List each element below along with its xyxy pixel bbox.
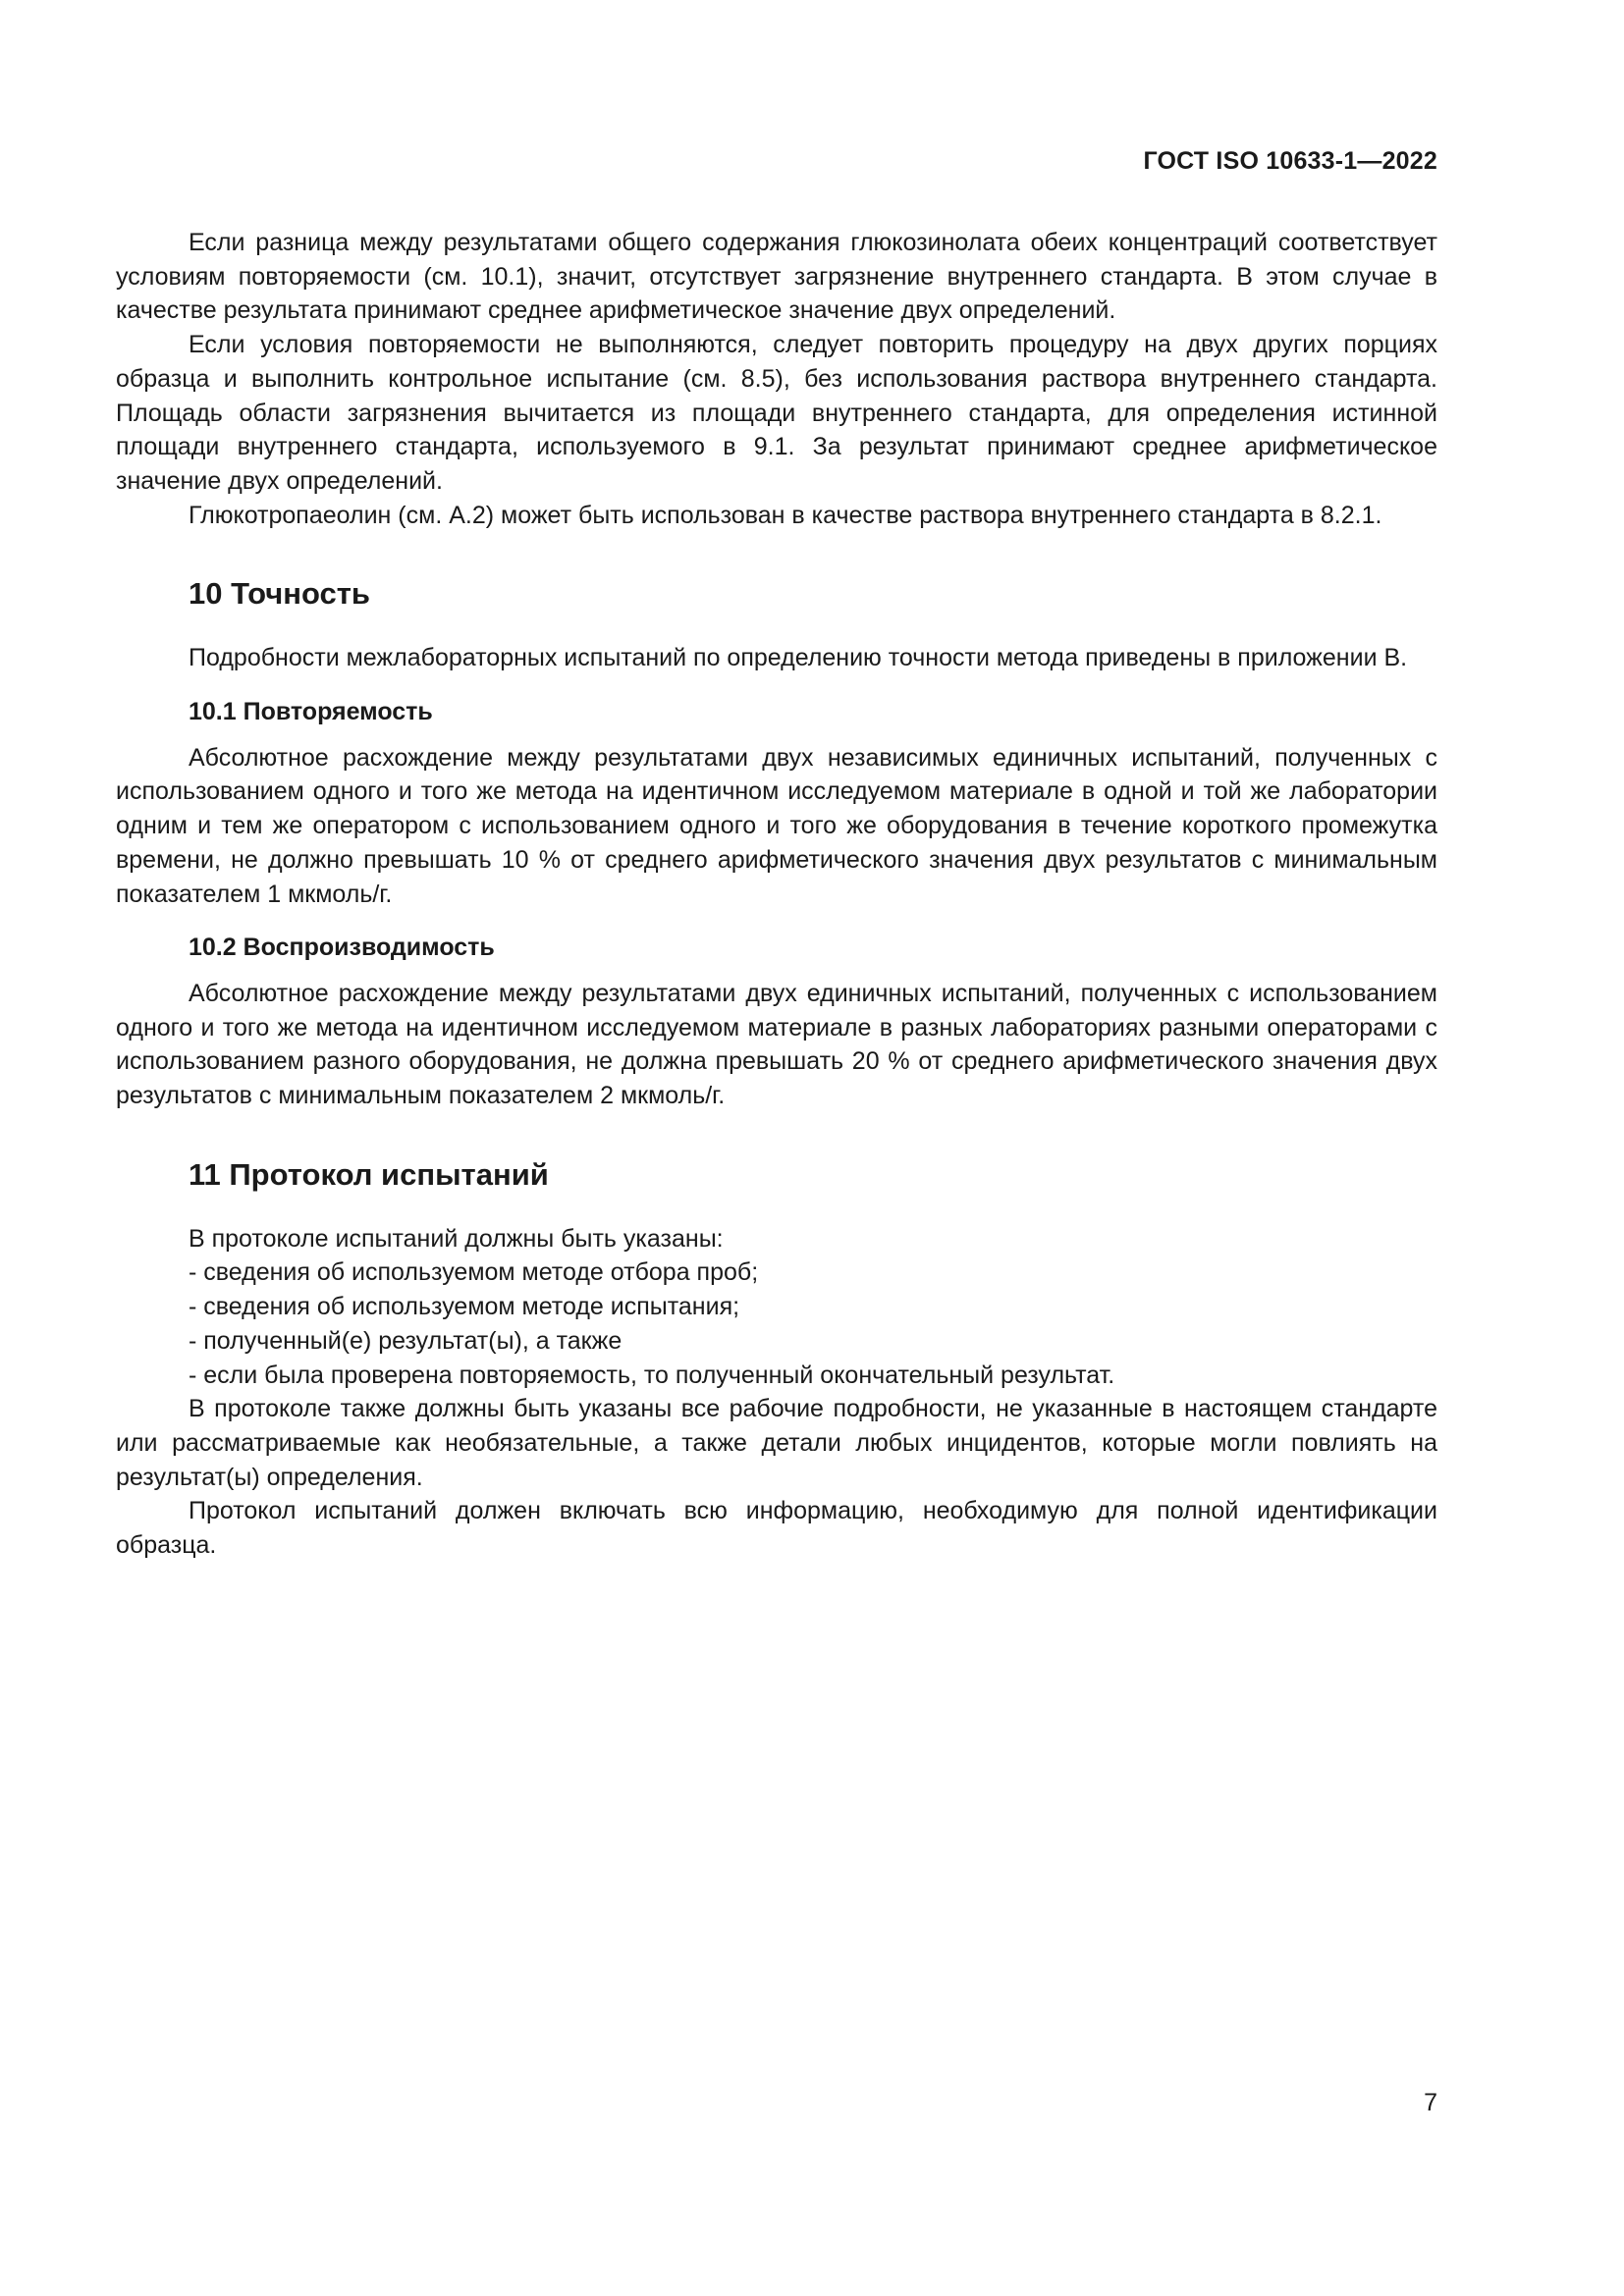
page-content	[116, 226, 1437, 1563]
intro-paragraph-2: Если условия повторяемости не выполняются, следует повторить процедуру на двух других порциях образца и выполнить контрольное испытание (см. 8.5), без использования раствора внутреннего стандарта. Площадь области загрязнения вычитается из площади внутреннего стандарта, для определения истинной площади внутреннего стандарта, используемого в 9.1. За результат принимают среднее арифметическое значение двух определений.	[116, 331, 1437, 495]
report-requirements-list	[116, 1255, 1437, 1392]
section-11-paragraph-2: В протоколе также должны быть указаны все рабочие подробности, не указанные в настоящем стандарте или рассматриваемые как необязательные, а также детали любых инцидентов, которые могли повлиять на результат(ы) определения.	[116, 1395, 1437, 1491]
subsection-10-1-paragraph: Абсолютное расхождение между результатами двух независимых единичных испытаний, полученных с использованием одного и того же метода на идентичном исследуемом материале в одной и той же лаборатории одним и тем же оператором с использованием одного и того же оборудования в течение короткого промежутка времени, не должно превышать 10 % от среднего арифметического значения двух результатов с минимальным показателем 1 мкмоль/г.	[116, 743, 1437, 908]
section-10-heading: 10 Точность	[189, 576, 370, 612]
intro-paragraph-3: Глюкотропаеолин (см. А.2) может быть использован в качестве раствора внутреннего стандарта в 8.2.1.	[189, 501, 1382, 529]
section-10-paragraph: Подробности межлабораторных испытаний по определению точности метода приведены в приложении В.	[189, 644, 1408, 672]
section-11-heading: 11 Протокол испытаний	[189, 1156, 549, 1192]
page-number: 7	[1424, 2089, 1437, 2116]
subsection-10-1-heading: 10.1 Повторяемость	[189, 698, 433, 726]
subsection-10-2-paragraph: Абсолютное расхождение между результатами двух единичных испытаний, полученных с использованием одного и того же метода на идентичном исследуемом материале в разных лабораториях разными операторами с использованием разного оборудования, не должна превышать 20 % от среднего арифметического значения двух результатов с минимальным показателем 2 мкмоль/г.	[116, 979, 1437, 1110]
list-item: - полученный(е) результат(ы), а также	[189, 1326, 623, 1355]
list-item: - сведения об используемом методе отбора проб;	[189, 1258, 759, 1287]
list-item: - если была проверена повторяемость, то полученный окончательный результат.	[189, 1361, 1115, 1389]
intro-paragraph-1: Если разница между результатами общего содержания глюкозинолата обеих концентраций соответствует условиям повторяемости (см. 10.1), значит, отсутствует загрязнение внутреннего стандарта. В этом случае в качестве результата принимают среднее арифметическое значение двух определений.	[116, 229, 1437, 325]
list-item: - сведения об используемом методе испытания;	[189, 1293, 740, 1321]
section-11-paragraph-3: Протокол испытаний должен включать всю информацию, необходимую для полной идентификации образца.	[116, 1497, 1437, 1560]
section-11-lead: В протоколе испытаний должны быть указаны:	[189, 1224, 724, 1253]
document-code-header: ГОСТ ISO 10633-1—2022	[1143, 147, 1437, 175]
subsection-10-2-heading: 10.2 Воспроизводимость	[189, 934, 495, 962]
